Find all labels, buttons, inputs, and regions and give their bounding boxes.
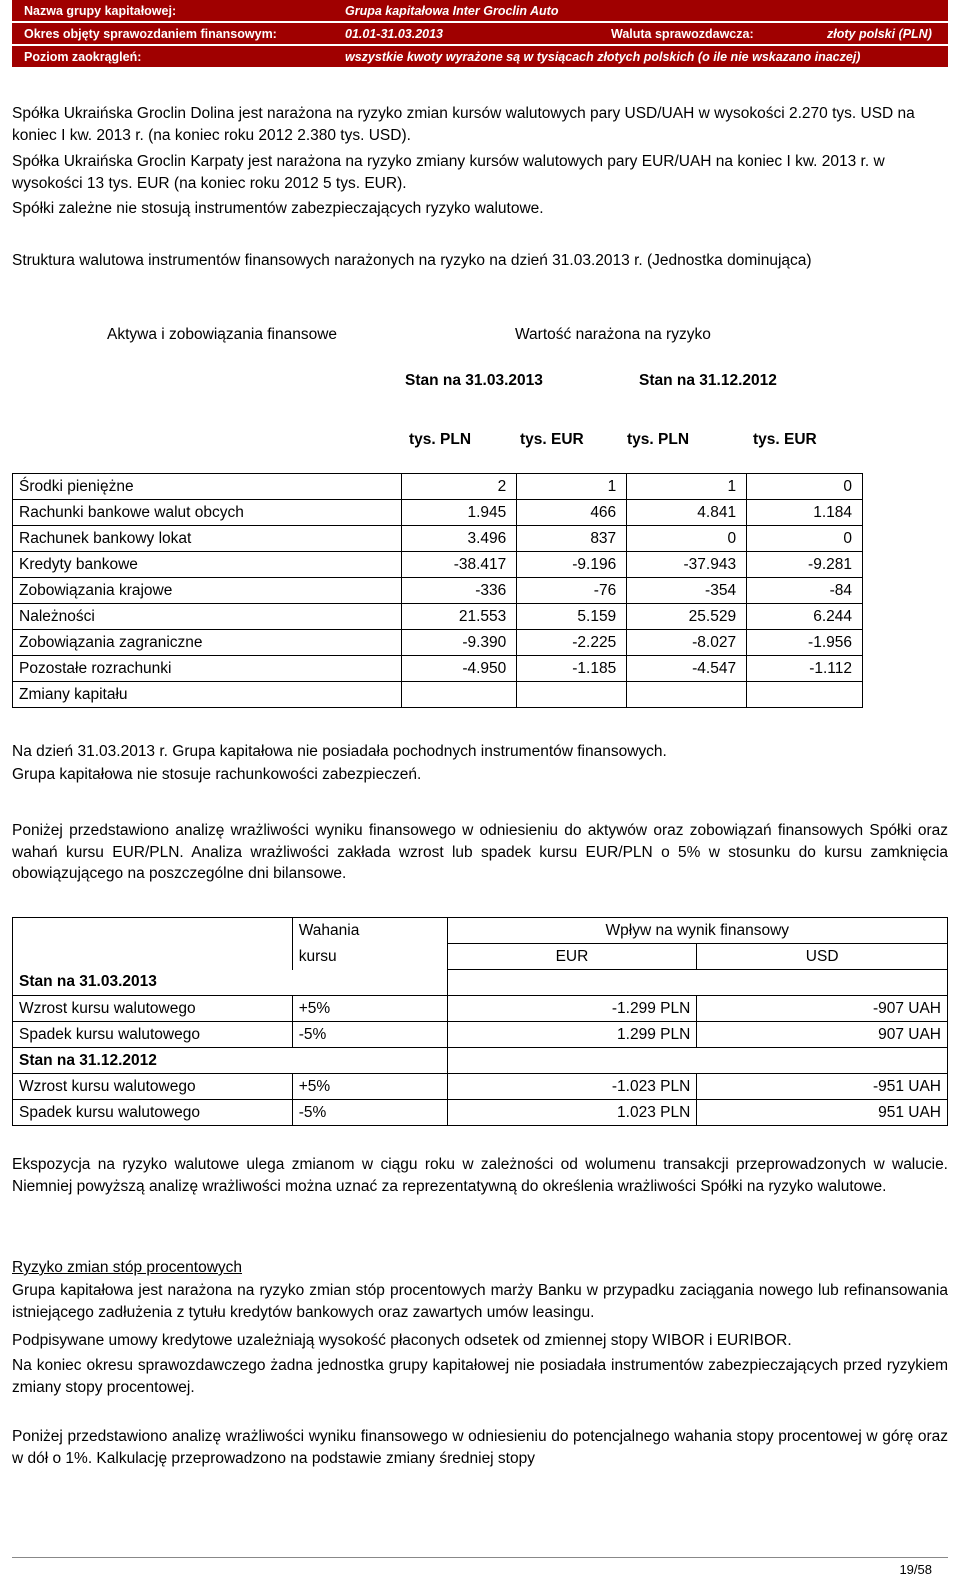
- unit-header: tys. PLN: [627, 431, 690, 448]
- fx-sensitivity-table: [12, 917, 948, 1126]
- row-label: Spadek kursu walutowego: [13, 1022, 293, 1048]
- section-title-interest-rate: Ryzyko zmian stóp procentowych: [12, 1259, 243, 1276]
- fluctuation-header-2: kursu: [292, 944, 447, 970]
- row-label: Zobowiązania zagraniczne: [13, 630, 402, 656]
- usd-impact: 951 UAH: [697, 1100, 948, 1126]
- row-label: Należności: [13, 604, 402, 630]
- cell-value: 25.529: [627, 604, 747, 630]
- paragraph-no-derivatives: Na dzień 31.03.2013 r. Grupa kapitałowa nie posiadała pochodnych instrumentów finansowych.: [12, 743, 667, 760]
- cell-value: 5.159: [517, 604, 627, 630]
- cell-value: -38.417: [402, 552, 517, 578]
- row-label: Spadek kursu walutowego: [13, 1100, 293, 1126]
- cell-value: [517, 682, 627, 708]
- fluctuation-value: +5%: [292, 1074, 447, 1100]
- usd-header: USD: [697, 944, 948, 970]
- table-row: [13, 630, 863, 656]
- table-row: [13, 682, 863, 708]
- unit-header: tys. EUR: [520, 431, 584, 448]
- cell-value: -1.185: [517, 656, 627, 682]
- eur-header: EUR: [447, 944, 697, 970]
- cell-value: 1: [627, 474, 747, 500]
- table-row: [13, 656, 863, 682]
- row-label: Środki pieniężne: [13, 474, 402, 500]
- cell-value: 837: [517, 526, 627, 552]
- period-2012-header: Stan na 31.12.2012: [639, 372, 777, 389]
- table-row: [13, 1100, 948, 1126]
- table-row: [13, 996, 948, 1022]
- row-label: Zobowiązania krajowe: [13, 578, 402, 604]
- cell-value: -336: [402, 578, 517, 604]
- table-row: [13, 500, 863, 526]
- cell-value: -37.943: [627, 552, 747, 578]
- page-number: 19/58: [899, 1562, 932, 1577]
- section-2013: Stan na 31.03.2013: [13, 970, 448, 996]
- cell-value: 6.244: [747, 604, 863, 630]
- cell-value: 4.841: [627, 500, 747, 526]
- period-value: 01.01-31.03.2013: [333, 22, 599, 45]
- row-label: Rachunek bankowy lokat: [13, 526, 402, 552]
- cell-value: [627, 682, 747, 708]
- cell-value: 21.553: [402, 604, 517, 630]
- cell-value: -2.225: [517, 630, 627, 656]
- period-2013-header: Stan na 31.03.2013: [405, 372, 543, 389]
- paragraph-sensitivity-rate: Poniżej przedstawiono analizę wrażliwości wyniku finansowego w odniesieniu do potencjalnego wahania stopy procentowej w górę oraz w dół o 1%. Kalkulację przeprowadzono na podstawie zmiany średniej stopy: [12, 1428, 948, 1467]
- table-row: [13, 578, 863, 604]
- cell-value: 0: [747, 526, 863, 552]
- page-divider: [12, 1557, 948, 1558]
- fluctuation-header: Wahania: [292, 918, 447, 944]
- usd-impact: -951 UAH: [697, 1074, 948, 1100]
- cell-value: -354: [627, 578, 747, 604]
- cell-value: [747, 682, 863, 708]
- fx-sensitivity-grid: [12, 917, 948, 1126]
- value-at-risk-header: Wartość narażona na ryzyko: [515, 326, 711, 343]
- table-row: [13, 526, 863, 552]
- paragraph-sensitivity-fx: Poniżej przedstawiono analizę wrażliwości wyniku finansowego w odniesieniu do aktywów oraz zobowiązań finansowych Spółki oraz wahań kursu EUR/PLN. Analiza wrażliwości zakłada wzrost lub spadek kursu EUR/PLN o 5% w stosunku do kursu zamknięcia obowiązującego na poszczególne dni bilansowe.: [12, 822, 948, 882]
- impact-header: Wpływ na wynik finansowy: [447, 918, 947, 944]
- table-row: [13, 1074, 948, 1100]
- cell-value: 3.496: [402, 526, 517, 552]
- fluctuation-value: +5%: [292, 996, 447, 1022]
- unit-header: tys. PLN: [409, 431, 472, 448]
- cell-value: 1: [517, 474, 627, 500]
- cell-value: -4.950: [402, 656, 517, 682]
- table-row: [13, 474, 863, 500]
- currency-label: Waluta sprawozdawcza:: [599, 22, 815, 45]
- cell-value: 0: [747, 474, 863, 500]
- table-row: [13, 1022, 948, 1048]
- eur-impact: -1.299 PLN: [447, 996, 697, 1022]
- period-label: Okres objęty sprawozdaniem finansowym:: [12, 22, 333, 45]
- group-name-label: Nazwa grupy kapitałowej:: [12, 0, 333, 22]
- rounding-label: Poziom zaokrągleń:: [12, 45, 333, 68]
- cell-value: -76: [517, 578, 627, 604]
- fluctuation-value: -5%: [292, 1100, 447, 1126]
- document-header: [12, 0, 948, 69]
- eur-impact: -1.023 PLN: [447, 1074, 697, 1100]
- usd-impact: 907 UAH: [697, 1022, 948, 1048]
- row-label: Rachunki bankowe walut obcych: [13, 500, 402, 526]
- cell-value: -4.547: [627, 656, 747, 682]
- paragraph-no-hedging: Spółki zależne nie stosują instrumentów zabezpieczających ryzyko walutowe.: [12, 200, 544, 217]
- cell-value: -1.956: [747, 630, 863, 656]
- row-label: Pozostałe rozrachunki: [13, 656, 402, 682]
- cell-value: -84: [747, 578, 863, 604]
- cell-value: 0: [627, 526, 747, 552]
- row-label: Kredyty bankowe: [13, 552, 402, 578]
- row-label: Zmiany kapitału: [13, 682, 402, 708]
- currency-structure-grid: [12, 473, 863, 708]
- eur-impact: 1.299 PLN: [447, 1022, 697, 1048]
- cell-value: -8.027: [627, 630, 747, 656]
- unit-header: tys. EUR: [753, 431, 817, 448]
- cell-value: 2: [402, 474, 517, 500]
- row-label: Wzrost kursu walutowego: [13, 1074, 293, 1100]
- table-row: [13, 552, 863, 578]
- cell-value: 466: [517, 500, 627, 526]
- table-row: [13, 604, 863, 630]
- group-name-value: Grupa kapitałowa Inter Groclin Auto: [333, 0, 948, 22]
- paragraph-karpaty: Spółka Ukraińska Groclin Karpaty jest narażona na ryzyko zmiany kursów walutowych pary EUR/UAH na koniec I kw. 2013 r. w wysokości 13 tys. EUR (na koniec roku 2012 5 tys. EUR).: [12, 153, 885, 192]
- paragraph-exposure: Ekspozycja na ryzyko walutowe ulega zmianom w ciągu roku w zależności od wolumenu transakcji przeprowadzonych w walucie. Niemniej powyższą analizę wrażliwości można uznać za reprezentatywną do określenia wrażliwości Spółki na ryzyko walutowe.: [12, 1156, 948, 1195]
- cell-value: -9.281: [747, 552, 863, 578]
- paragraph-interest-risk: Grupa kapitałowa jest narażona na ryzyko zmian stóp procentowych marży Banku w przypadku zaciągania nowego lub refinansowania istniejącego zadłużenia z tytułu kredytów bankowych oraz zawartych umów leasingu.: [12, 1282, 948, 1321]
- paragraph-no-instruments: Na koniec okresu sprawozdawczego żadna jednostka grupy kapitałowej nie posiadała instrumentów zabezpieczających przed ryzykiem zmiany stopy procentowej.: [12, 1357, 948, 1396]
- cell-value: -1.112: [747, 656, 863, 682]
- assets-liabilities-header: Aktywa i zobowiązania finansowe: [107, 326, 338, 343]
- cell-value: [402, 682, 517, 708]
- rounding-value: wszystkie kwoty wyrażone są w tysiącach złotych polskich (o ile nie wskazano inaczej): [333, 45, 948, 68]
- currency-value: złoty polski (PLN): [815, 22, 948, 45]
- paragraph-currency-structure: Struktura walutowa instrumentów finansowych narażonych na ryzyko na dzień 31.03.2013 r. (Jednostka dominująca): [12, 252, 812, 269]
- paragraph-dolina: Spółka Ukraińska Groclin Dolina jest narażona na ryzyko zmian kursów walutowych pary USD/UAH w wysokości 2.270 tys. USD na koniec I kw. 2013 r. (na koniec roku 2012 2.380 tys. USD).: [12, 105, 915, 144]
- paragraph-no-hedge-accounting: Grupa kapitałowa nie stosuje rachunkowości zabezpieczeń.: [12, 766, 422, 783]
- cell-value: 1.184: [747, 500, 863, 526]
- eur-impact: 1.023 PLN: [447, 1100, 697, 1126]
- fluctuation-value: -5%: [292, 1022, 447, 1048]
- section-2012: Stan na 31.12.2012: [13, 1048, 448, 1074]
- row-label: Wzrost kursu walutowego: [13, 996, 293, 1022]
- cell-value: -9.196: [517, 552, 627, 578]
- cell-value: 1.945: [402, 500, 517, 526]
- cell-value: -9.390: [402, 630, 517, 656]
- paragraph-wibor: Podpisywane umowy kredytowe uzależniają wysokość płaconych odsetek od zmiennej stopy WIBOR i EURIBOR.: [12, 1332, 792, 1349]
- usd-impact: -907 UAH: [697, 996, 948, 1022]
